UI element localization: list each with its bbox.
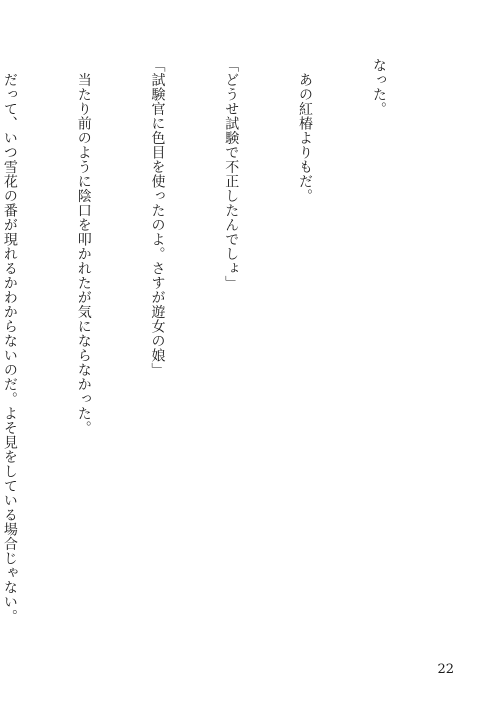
text-line: あの紅椿よりもだ。 (297, 58, 314, 203)
text-line: なった。 (370, 58, 387, 116)
text-line: 「どうせ試験で不正したんでしょ」 (223, 58, 240, 290)
text-line: 「試験官に色目を使ったのよ。さすが遊女の娘」 (149, 58, 166, 377)
text-line: だって、いつ雪花の番が現れるかわからないのだ。よそ見をしている場合じゃない。 (1, 58, 18, 624)
page-number: 22 (437, 662, 454, 677)
body-text (0, 58, 440, 624)
text-line: 当たり前のように陰口を叩かれたが気にならなかった。 (75, 58, 92, 435)
